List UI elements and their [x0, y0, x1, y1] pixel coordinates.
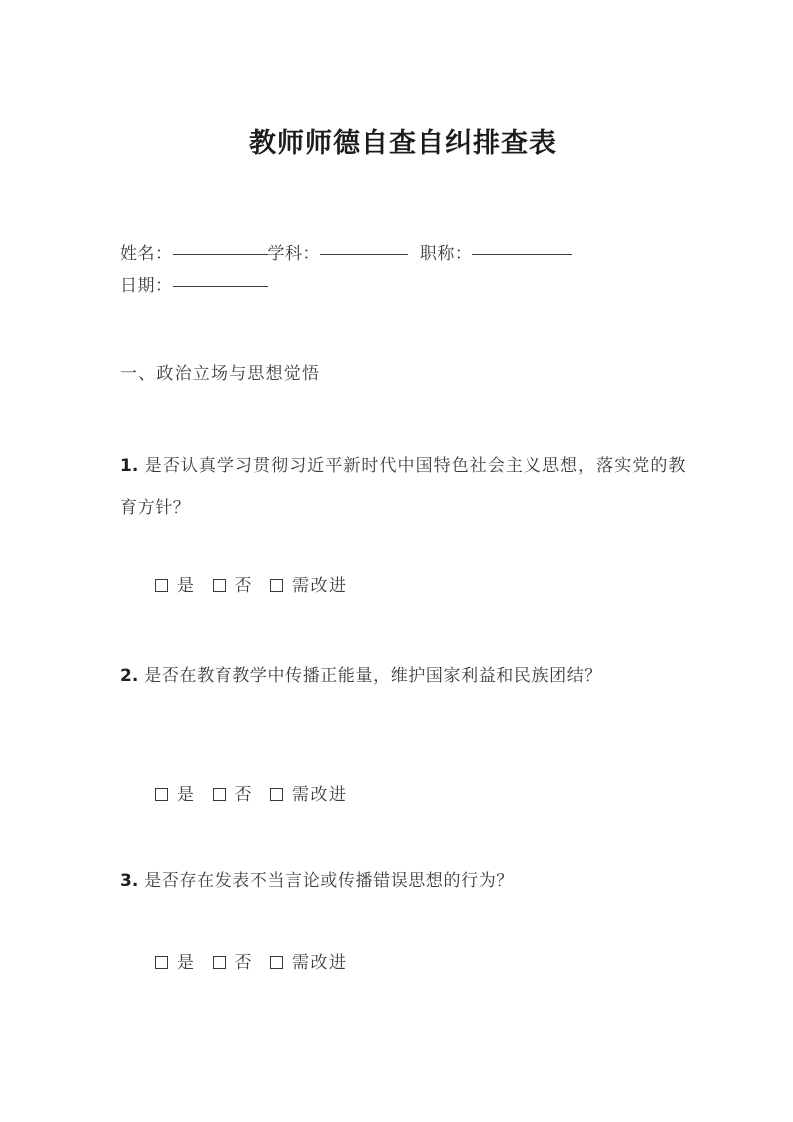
page-title: 教师师德自查自纠排查表	[249, 128, 557, 159]
checkbox-icon[interactable]	[213, 788, 226, 801]
checkbox-icon[interactable]	[270, 788, 283, 801]
option-yes-2[interactable]	[155, 782, 196, 808]
checkbox-icon[interactable]	[155, 788, 168, 801]
question-number-3: 3.	[120, 871, 139, 891]
name-field-blank[interactable]	[173, 254, 268, 255]
question-body-3: 是否存在发表不当言论或传播错误思想的行为？	[138, 871, 514, 891]
option-improve-3[interactable]	[270, 950, 348, 976]
option-label-no-1: 否	[234, 576, 253, 596]
checkbox-icon[interactable]	[213, 579, 226, 592]
name-label: 姓名：	[120, 244, 173, 264]
question-text-3	[120, 860, 686, 902]
option-label-improve-1: 需改进	[292, 576, 348, 596]
option-label-yes-1: 是	[177, 576, 196, 596]
meta-line-identity	[120, 238, 686, 270]
option-label-yes-3: 是	[177, 953, 196, 973]
question-block-3	[120, 860, 686, 902]
option-no-2[interactable]	[213, 782, 254, 808]
question-body-2: 是否在教育教学中传播正能量，维护国家利益和民族团结？	[138, 666, 602, 686]
question-number-2: 2.	[120, 666, 139, 686]
subject-field-blank[interactable]	[320, 254, 408, 255]
date-label: 日期：	[120, 276, 173, 296]
question-block-1	[120, 445, 686, 529]
question-text-2	[120, 655, 686, 697]
options-row-3	[120, 950, 686, 976]
checkbox-icon[interactable]	[270, 956, 283, 969]
jobtitle-label: 职称：	[414, 244, 473, 264]
checkbox-icon[interactable]	[155, 579, 168, 592]
option-no-3[interactable]	[213, 950, 254, 976]
option-label-improve-3: 需改进	[292, 953, 348, 973]
date-field-blank[interactable]	[173, 286, 268, 287]
subject-label: 学科：	[267, 244, 320, 264]
option-no-1[interactable]	[213, 573, 254, 599]
checkbox-icon[interactable]	[155, 956, 168, 969]
option-label-no-2: 否	[234, 785, 253, 805]
option-improve-1[interactable]	[270, 573, 348, 599]
option-label-no-3: 否	[234, 953, 253, 973]
option-label-yes-2: 是	[177, 785, 196, 805]
question-body-1: 是否认真学习贯彻习近平新时代中国特色社会主义思想，落实党的教育方针？	[120, 456, 686, 518]
form-meta-block	[120, 238, 686, 302]
options-row-1	[120, 573, 686, 599]
option-label-improve-2: 需改进	[292, 785, 348, 805]
section-heading-1: 一、政治立场与思想觉悟	[120, 364, 321, 384]
question-number-1: 1.	[120, 456, 139, 476]
option-yes-3[interactable]	[155, 950, 196, 976]
meta-line-date	[120, 270, 686, 302]
jobtitle-field-blank[interactable]	[472, 254, 572, 255]
options-row-2	[120, 782, 686, 808]
question-text-1	[120, 445, 686, 529]
question-block-2	[120, 655, 686, 697]
checkbox-icon[interactable]	[270, 579, 283, 592]
option-improve-2[interactable]	[270, 782, 348, 808]
option-yes-1[interactable]	[155, 573, 196, 599]
checkbox-icon[interactable]	[213, 956, 226, 969]
